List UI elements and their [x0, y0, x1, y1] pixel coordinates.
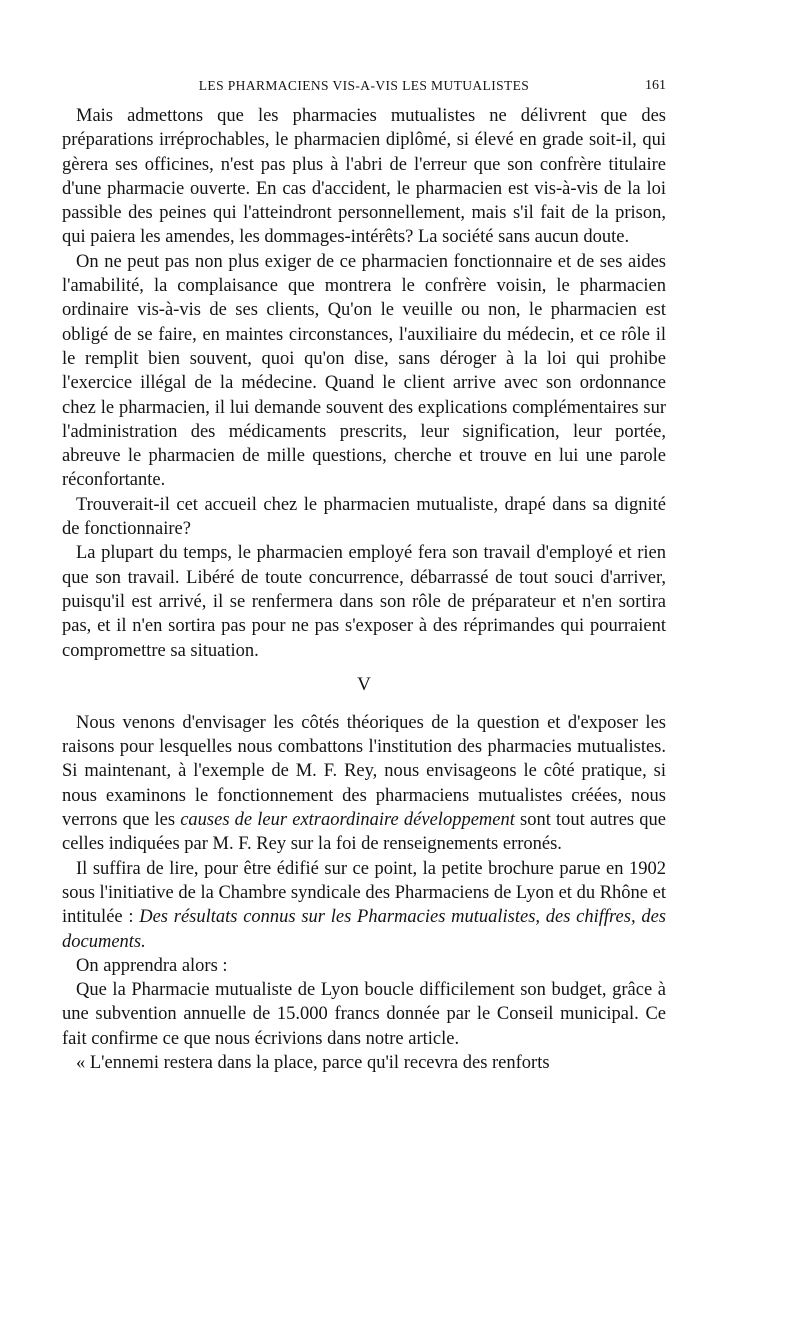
paragraph [62, 711, 666, 857]
italic-title: Des résultats connus sur les Pharmacies mutualistes, des chiffres, des documents. [62, 907, 666, 952]
paragraph-text: sont tout autres que celles indiquées par M. F. Rey sur la foi de renseignements erronés. [62, 810, 666, 855]
paragraph-text: Il suffira de lire, pour être édifié sur ce point, la petite brochure parue en 1902 sous l'initiative de la Chambre syndicale des Pharmaciens de Lyon et du Rhône et intitulée : [62, 858, 666, 928]
paragraph: On apprendra alors : [76, 955, 228, 976]
running-title: LES PHARMACIENS VIS-A-VIS LES MUTUALISTES [198, 78, 530, 93]
paragraph-text: Nous venons d'envisager les côtés théoriques de la question et d'exposer les raisons pour lesquelles nous combattons l'institution des pharmacies mutualistes. Si maintenant, à l'exemple de M. F. Rey, nous envisageons le côté pratique, si nous examinons le fonctionnement des pharmaciens mutualistes créées, nous verrons que les [62, 712, 666, 831]
page-number: 161 [645, 78, 666, 93]
running-head [62, 78, 666, 98]
paragraph: Trouverait-il cet accueil chez le pharmacien mutualiste, drapé dans sa dignité de fonctionnaire? [62, 494, 666, 540]
paragraph: Que la Pharmacie mutualiste de Lyon boucle difficilement son budget, grâce à une subvention annuelle de 15.000 francs donnée par le Conseil municipal. Ce fait confirme ce que nous écrivions dans notre article. [62, 980, 666, 1049]
paragraph: On ne peut pas non plus exiger de ce pharmacien fonctionnaire et de ses aides l'amabilité, la complaisance que montrera le confrère voisin, le pharmacien ordinaire vis-à-vis de ses clients, Qu'on le veuille ou non, le pharmacien est obligé de se faire, en maintes circonstances, l'auxiliaire du médecin, et ce rôle il le remplit bien souvent, quoi qu'on dise, sans déroger à la loi qui prohibe l'exercice illégal de la médecine. Quand le client arrive avec son ordonnance chez le pharmacien, il lui demande souvent des explications complémentaires sur l'administration des médicaments prescrits, leur signification, leur portée, abreuve le pharmacien de mille questions, cherche et trouve en lui une parole réconfortante. [62, 251, 666, 491]
paragraph: La plupart du temps, le pharmacien employé fera son travail d'employé et rien que son travail. Libéré de toute concurrence, débarrassé de tout souci d'arriver, puisqu'il est arrivé, il se renfermera dans son rôle de préparateur et n'en sortira pas, et il n'en sortira pas pour ne pas s'exposer à des réprimandes qui pourraient compromettre sa situation. [62, 543, 666, 661]
paragraph: « L'ennemi restera dans la place, parce qu'il recevra des renforts [76, 1052, 550, 1073]
paragraph [62, 857, 666, 954]
italic-phrase: causes de leur extraordinaire développement [180, 810, 515, 831]
page-body [62, 104, 666, 1075]
section-heading: V [357, 673, 371, 695]
paragraph: Mais admettons que les pharmacies mutualistes ne délivrent que des préparations irréprochables, le pharmacien diplômé, si élevé en grade soit-il, qui gèrera ses officines, n'est pas plus à l'abri de l'erreur que son confrère titulaire d'une pharmacie ouverte. En cas d'accident, le pharmacien est vis-à-vis de la loi passible des peines qui l'atteindront personnellement, mais s'il fait de la prison, qui paiera les amendes, les dommages-intérêts? La société sans aucun doute. [62, 106, 666, 248]
